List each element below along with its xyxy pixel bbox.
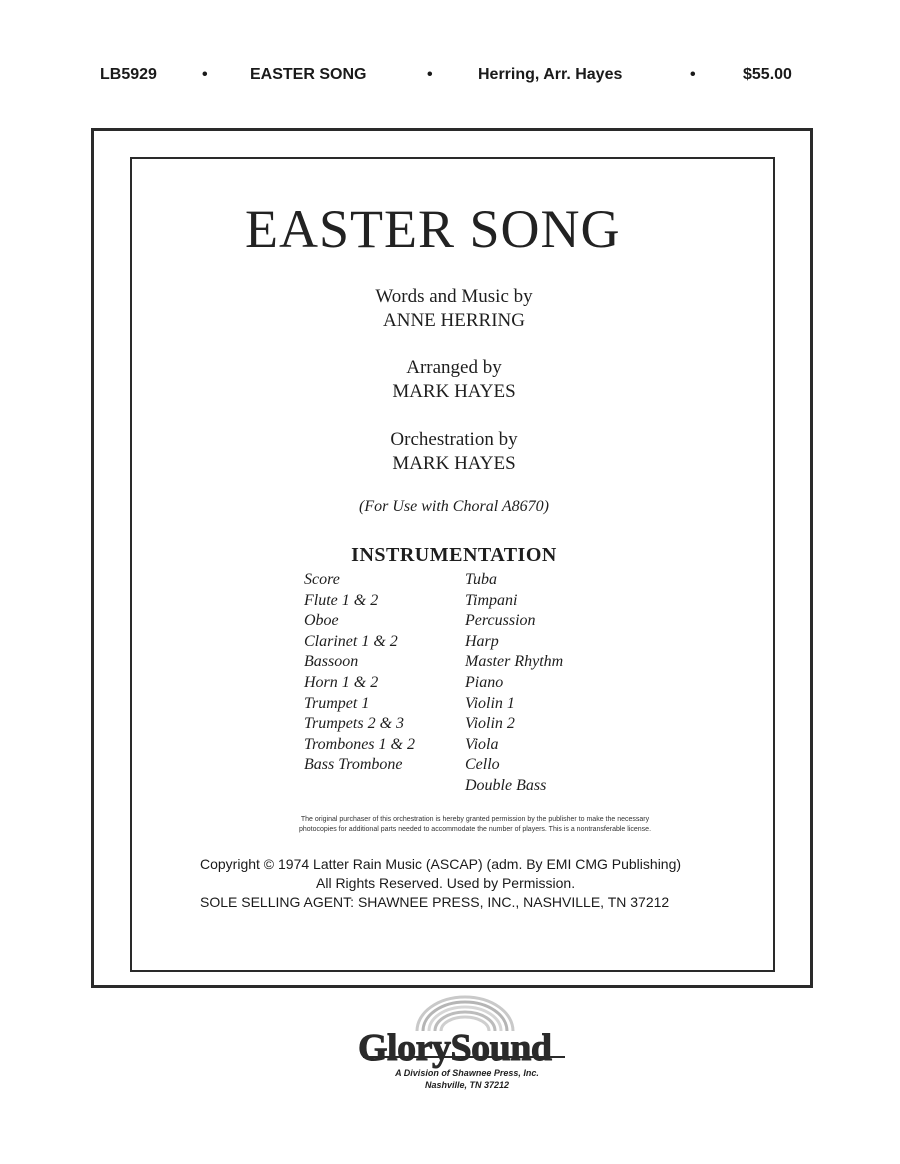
instrument-item: Trumpet 1 (304, 694, 370, 712)
header-title: EASTER SONG (250, 66, 367, 83)
arranged-name: MARK HAYES (392, 381, 516, 402)
logo-division: A Division of Shawnee Press, Inc. (395, 1068, 539, 1078)
for-use-note: (For Use with Choral A8670) (359, 498, 549, 515)
words-music-label: Words and Music by (375, 286, 533, 307)
instrument-item: Master Rhythm (465, 653, 564, 671)
header-separator: • (202, 66, 208, 83)
instrument-item: Violin 2 (465, 715, 515, 733)
permission-line: The original purchaser of this orchestration is hereby granted permission by the publisher to make the necessary (300, 816, 650, 823)
instrument-item: Violin 1 (465, 694, 515, 712)
instrument-item: Viola (465, 735, 499, 753)
copyright-block (200, 855, 681, 912)
instrumentation-heading: INSTRUMENTATION (351, 544, 557, 566)
instrument-item: Flute 1 & 2 (304, 591, 379, 609)
copyright-line: SOLE SELLING AGENT: SHAWNEE PRESS, INC., NASHVILLE, TN 37212 (200, 894, 670, 910)
header-bar (100, 66, 800, 90)
instrument-item: Bass Trombone (304, 756, 403, 774)
permission-notice (240, 815, 710, 835)
copyright-line: All Rights Reserved. Used by Permission. (316, 875, 576, 891)
instrument-item: Double Bass (465, 776, 547, 794)
copyright-line: Copyright © 1974 Latter Rain Music (ASCAP) (adm. By EMI CMG Publishing) (200, 856, 682, 872)
logo-wordmark: GlorySound (358, 1027, 552, 1069)
header-credits: Herring, Arr. Hayes (478, 66, 623, 83)
header-separator: • (427, 66, 433, 83)
orchestration-label: Orchestration by (390, 429, 518, 450)
instrument-item: Trombones 1 & 2 (304, 735, 415, 753)
permission-line: photocopies for additional parts needed to accommodate the number of players. This is a nontransferable license. (298, 826, 652, 833)
instrument-item: Piano (465, 673, 504, 691)
orchestration-name: MARK HAYES (392, 453, 516, 474)
instrument-item: Cello (465, 756, 500, 774)
page-title: EASTER SONG (245, 199, 621, 259)
header-separator: • (690, 66, 696, 83)
instrument-list-left (304, 570, 415, 776)
instrument-item: Clarinet 1 & 2 (304, 632, 398, 650)
instrument-item: Oboe (304, 612, 339, 630)
instrument-item: Trumpets 2 & 3 (304, 715, 405, 733)
words-music-name: ANNE HERRING (383, 310, 525, 331)
catalog-number: LB5929 (100, 66, 157, 83)
logo-location: Nashville, TN 37212 (424, 1080, 510, 1090)
instrument-item: Harp (465, 632, 499, 650)
arranged-label: Arranged by (406, 357, 502, 378)
instrument-item: Bassoon (304, 653, 359, 671)
instrument-item: Horn 1 & 2 (304, 673, 379, 691)
instrument-item: Percussion (465, 612, 536, 630)
instrument-list-right (465, 570, 563, 797)
instrument-item: Timpani (465, 591, 518, 609)
header-price: $55.00 (743, 66, 792, 83)
instrument-item: Tuba (465, 571, 498, 588)
instrument-item: Score (304, 571, 340, 588)
